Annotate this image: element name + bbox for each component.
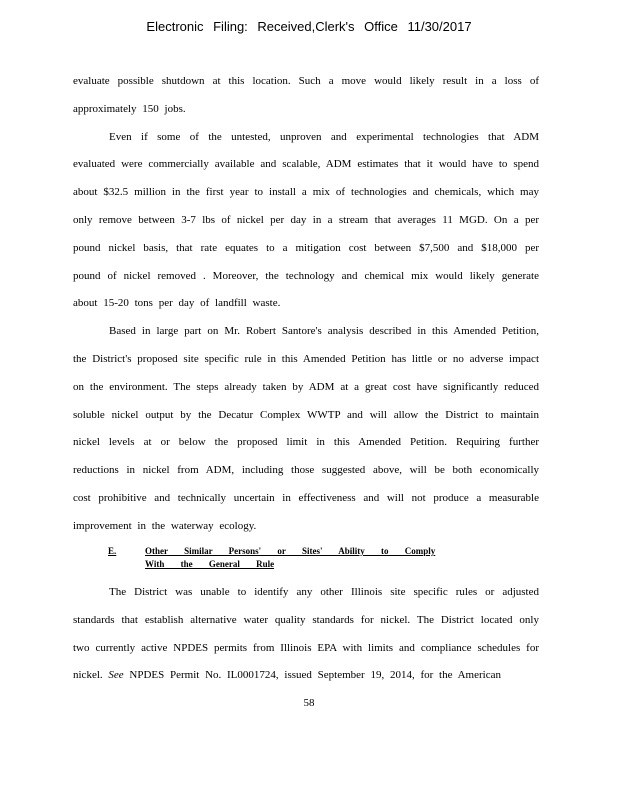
citation-signal: See [108, 669, 124, 682]
body-text [73, 68, 539, 541]
page-number: 58 [303, 697, 315, 709]
section-title: Other Similar Persons' or Sites' Ability to Comply With the General Rule [145, 546, 436, 569]
filing-stamp-header: Electronic Filing: Received,Clerk's Office 11/30/2017 [146, 19, 472, 34]
permit-citation: NPDES Permit No. IL0001724, issued September 19, 2014, for the American [129, 669, 501, 682]
section-letter: E. [108, 546, 117, 556]
paragraph-technology-cost: Even if some of the untested, unproven and experimental technologies that ADM evaluated were commercially available and scalable, ADM estimates that it would have to spend about $32.5 million in the first year to install a mix of technologies and chemicals, which may only remove between 3-7 lbs of nickel per day in a stream that averages 11 MGD. On a per pound nickel basis, that rate equates to a mitigation cost between $7,500 and $18,000 per pound of nickel removed . Moreover, the technology and chemical mix would likely generate about 15-20 tons per day of landfill waste. [73, 130, 539, 310]
paragraph-continuation: evaluate possible shutdown at this location. Such a move would likely result in a loss of approximately 150 jobs. [73, 75, 539, 115]
paragraph-other-sites [73, 579, 539, 690]
paragraph-other-sites-text: The District was unable to identify any other Illinois site specific rules or adjusted standards that establish alternative water quality standards for nickel. The District located only two currently active NPDES permits from Illinois EPA with limits and compliance schedules for nickel. [73, 586, 539, 682]
body-text-continued [73, 579, 539, 690]
paragraph-environmental-impact: Based in large part on Mr. Robert Santore's analysis described in this Amended Petition, the District's proposed site specific rule in this Amended Petition has little or no adverse impact on the environment. The steps already taken by ADM at a great cost have significantly reduced soluble nickel output by the Decatur Complex WWTP and will allow the District to maintain nickel levels at or below the proposed limit in this Amended Petition. Requiring further reductions in nickel from ADM, including those suggested above, will be both economically cost prohibitive and technically uncertain in effectiveness and will not produce a measurable improvement in the waterway ecology. [73, 325, 539, 532]
